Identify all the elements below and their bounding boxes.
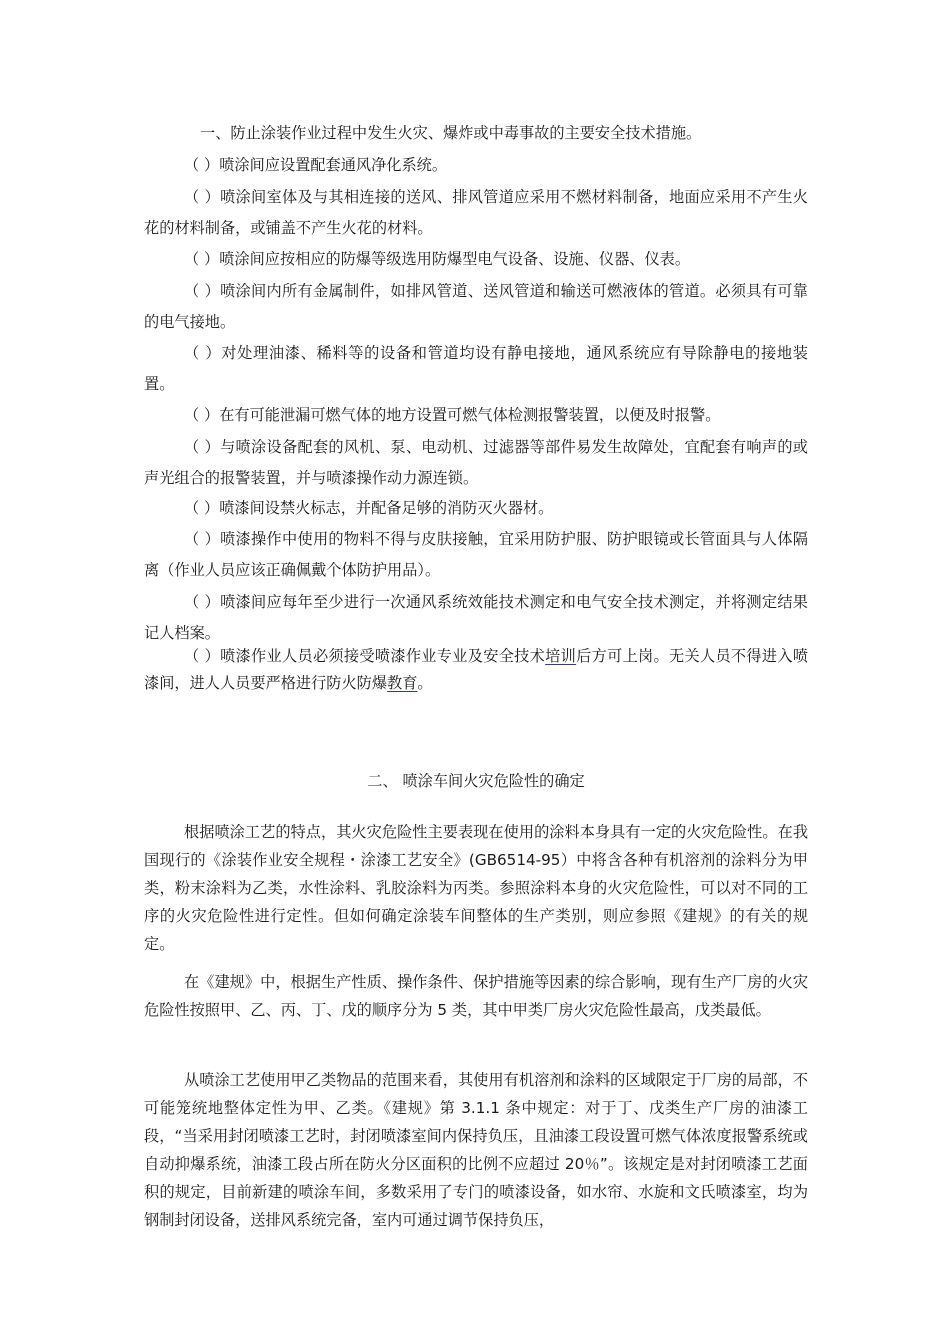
measure-item: （ ）喷漆操作中使用的物料不得与皮肤接触，宜采用防护服、防护眼镜或长管面具与人体隔离（作业人员应该正确佩戴个体防护用品）。 bbox=[144, 530, 808, 579]
measure-item: （ ）喷涂间内所有金属制件，如排风管道、送风管道和输送可燃液体的管道。必须具有可靠的电气接地。 bbox=[144, 282, 808, 331]
measure-item: （ ）喷涂间应按相应的防爆等级选用防爆型电气设备、设施、仪器、仪表。 bbox=[184, 250, 691, 268]
body-paragraph: 根据喷涂工艺的特点，其火灾危险性主要表现在使用的涂料本身具有一定的火灾危险性。在我国现行的《涂装作业安全规程・涂漆工艺安全》(GB6514-95）中将含各种有机溶剂的涂料分为甲类，粉末涂料为乙类，水性涂料、乳胶涂料为丙类。参照涂料本身的火灾危险性，可以对不同的工序的火灾危险性进行定性。但如何确定涂装车间整体的生产类别，则应参照《建规》的有关的规定。 bbox=[144, 823, 808, 953]
measure-item: （ ）喷漆间应每年至少进行一次通风系统效能技术测定和电气安全技术测定，并将测定结果记人档案。 bbox=[144, 593, 808, 642]
measure-item-training bbox=[144, 643, 808, 696]
measure-item: （ ）与喷涂设备配套的风机、泵、电动机、过滤器等部件易发生故障处，宜配套有响声的或声光组合的报警装置，并与喷漆操作动力源连锁。 bbox=[144, 438, 808, 487]
education-link[interactable]: 教育 bbox=[387, 673, 418, 692]
body-paragraph: 从喷涂工艺使用甲乙类物品的范围来看，其使用有机溶剂和涂料的区域限定于厂房的局部，不可能笼统地整体定性为甲、乙类。《建规》第 3.1.1 条中规定：对于丁、戊类生产厂房的油漆工段，“当采用封闭喷漆工艺时，封闭喷漆室间内保持负压，且油漆工段设置可燃气体浓度报警系统或自动抑爆系统，油漆工段占所在防火分区面积的比例不应超过 20％”。该规定是对封闭喷漆工艺面积的规定，目前新建的喷涂车间，多数采用了专门的喷漆设备，如水帘、水旋和文氏喷漆室，均为钢制封闭设备，送排风系统完备，室内可通过调节保持负压， bbox=[144, 1071, 808, 1229]
body-paragraph: 在《建规》中，根据生产性质、操作条件、保护措施等因素的综合影响，现有生产厂房的火灾危险性按照甲、乙、丙、丁、戊的顺序分为 5 类，其中甲类厂房火灾危险性最高，戊类最低。 bbox=[144, 973, 808, 1019]
training-link[interactable]: 培训 bbox=[545, 647, 577, 665]
measure-item: （ ）喷涂间室体及与其相连接的送风、排风管道应采用不燃材料制备，地面应采用不产生火花的材料制备，或铺盖不产生火花的材料。 bbox=[144, 188, 808, 237]
measure-item-text: （ ）喷漆作业人员必须接受喷漆作业专业及安全技术 bbox=[184, 647, 546, 665]
measure-item-text: 后方可上岗。无关人员不得进入喷漆间，进人人员要严格进行防火防爆 bbox=[144, 647, 809, 692]
measure-item: （ ）喷漆间设禁火标志，并配备足够的消防灭火器材。 bbox=[184, 499, 554, 517]
section1-heading: 一、防止涂装作业过程中发生火灾、爆炸或中毒事故的主要安全技术措施。 bbox=[200, 124, 702, 142]
measure-item-text: 。 bbox=[417, 673, 433, 692]
measure-item: （ ）对处理油漆、稀料等的设备和管道均设有静电接地，通风系统应有导除静电的接地装置。 bbox=[144, 344, 808, 393]
measure-item: （ ）在有可能泄漏可燃气体的地方设置可燃气体检测报警装置，以便及时报警。 bbox=[184, 406, 721, 424]
section2-heading: 二、 喷涂车间火灾危险性的确定 bbox=[367, 772, 585, 790]
measure-item: （ ）喷涂间应设置配套通风净化系统。 bbox=[184, 156, 448, 174]
